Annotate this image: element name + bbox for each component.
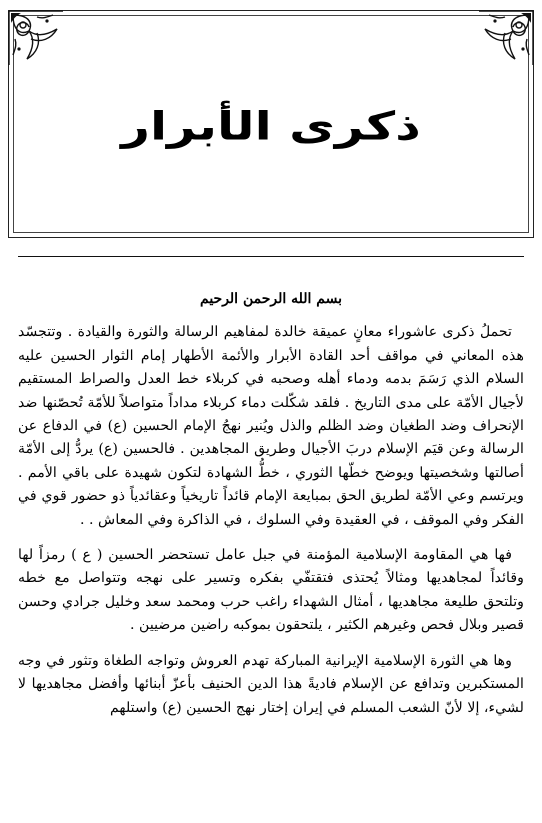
section-divider <box>18 256 524 257</box>
paragraph-1: تحملُ ذكرى عاشوراء معانٍ عميقة خالدة لمفاهيم الرسالة والثورة والقيادة . وتتجسّد هذه المعاني في مواقف أحد القادة الأبرار والأئمة الأطهار إمام الثوار الحسين عليه السلام الذي رَسَمَ بدمه ودماء أهله وصحبه في كربلاء خط العدل والصراط المستقيم لأجيال الأمّة على مدى التاريخ . فلقد شكّلت دماء كربلاء مداداً متواصلاً للأمّة تُحصّنها ضد الإنحراف وضد الطغيان وضد الظلم والذل ويُنير نهجُ الإمام الحسين (ع) في الدفاع عن الرسالة وعن قيَم الإسلام دربَ الأجيال وطريق المجاهدين . فالحسين (ع) يردُّ إلى الأمّة أصالتها وشخصيتها ويوضح خطّها الثوري ، خطُّ الشهادة لتكون شهيدة على باقي الأمم . ويرتسم وعي الأمّة لطريق الحق بمبايعة الإمام قائداً تاريخياً وعقائدياً ذو حضور قوي في الفكر وفي الموقف ، في العقيدة وفي السلوك ، في الذاكرة وفي المعاش . . <box>18 324 524 528</box>
page-title: ذكرى الأبرار <box>121 103 421 149</box>
header-frame <box>8 10 534 238</box>
paragraph-3: وها هي الثورة الإسلامية الإيرانية المباركة تهدم العروش وتواجه الطغاة وتثور في وجه المستكبرين وتدافع عن الإسلام فاديةً هذا الدين الحنيف بأعزّ أبنائها وأفضل مجاهديها لا لشيء، إلا لأنّ الشعب المسلم في إيران إختار نهج الحسين (ع) واستلهم <box>18 652 524 716</box>
basmala-heading: بسم الله الرحمن الرحيم <box>200 291 342 307</box>
article-body <box>18 288 524 823</box>
corner-ornament-top-right <box>477 9 535 67</box>
corner-ornament-top-left <box>7 9 65 67</box>
paragraph-2: فها هي المقاومة الإسلامية المؤمنة في جبل عامل تستحضر الحسين ( ع ) رمزاً لها وقائداً لمجاهديها ومثالاً يُحتذى فتقتفّي بفكره وتسير على نهجه وتتواصل مع خطه وتلتحق طليعة مجاهديها ، أمثال الشهداء راغب حرب ومحمد سعد وخليل جرادي وحسن قصير وبلال فحص وغيرهم الكثير ، يلتحقون بموكبه راضين مرضيين . <box>18 547 524 634</box>
title-container <box>9 91 533 161</box>
